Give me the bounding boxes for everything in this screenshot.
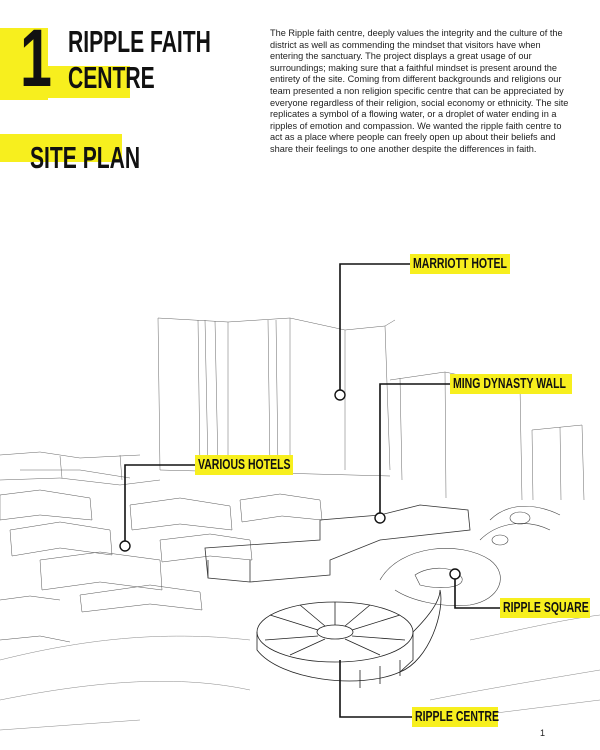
label-ripple-centre: RIPPLE CENTRE xyxy=(412,707,498,727)
marker-square xyxy=(450,569,460,579)
section-title: SITE PLAN xyxy=(30,140,141,175)
marker-marriott xyxy=(335,390,345,400)
roads xyxy=(0,615,600,730)
section-number: 1 xyxy=(20,13,52,104)
callout-leaders xyxy=(125,264,500,717)
label-marriott-hotel: MARRIOTT HOTEL xyxy=(410,254,510,274)
page-number: 1 xyxy=(540,728,546,738)
ripple-centre-building xyxy=(257,590,441,688)
title-line-1: RIPPLE FAITH xyxy=(68,24,211,59)
label-various-hotels: VARIOUS HOTELS xyxy=(195,455,293,475)
ripple-square xyxy=(380,506,560,605)
ming-dynasty-wall xyxy=(205,505,470,582)
title-line-2: CENTRE xyxy=(68,60,155,95)
marker-ming-wall xyxy=(375,513,385,523)
intro-paragraph: The Ripple faith centre, deeply values the integrity and the culture of the district as well as commending the mindset that visitors have when entering the sanctuary. The project displays a great usage of our surroundings; making sure that a faithful mindset is present around the entirety of the site. Coming from different backgrounds and religions our team presented a non religion specific centre that can be appreciated by everyone regardless of their religion, social economy or ethnicity. The site replicates a symbol of a flowing water, or a droplet of water ending in a ripples of emotion and compassion. We wanted the ripple faith centre to act as a place where people can freely open up about their beliefs and share their feelings to one another despite the differences in faith. xyxy=(270,28,569,154)
label-ming-dynasty-wall: MING DYNASTY WALL xyxy=(450,374,572,394)
left-hotels xyxy=(0,490,322,642)
marker-hotels xyxy=(120,541,130,551)
label-ripple-square: RIPPLE SQUARE xyxy=(500,598,590,618)
